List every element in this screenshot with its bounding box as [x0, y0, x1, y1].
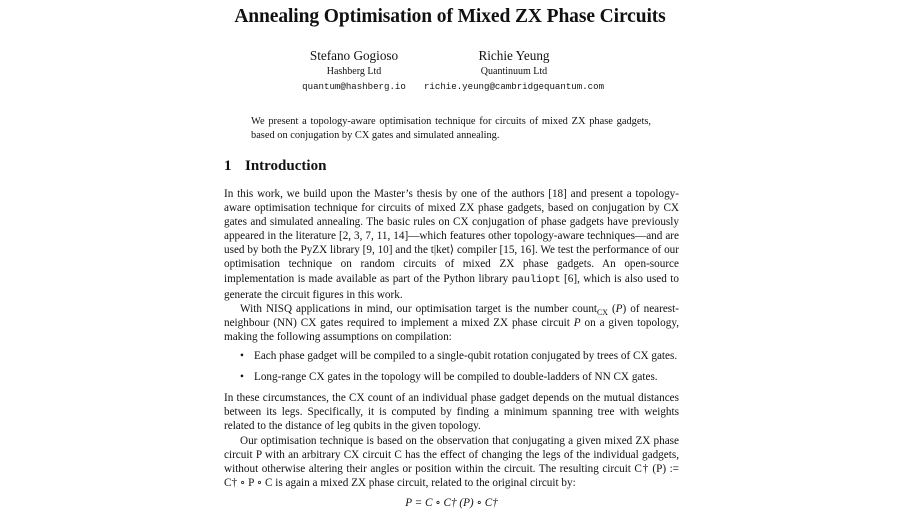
- paragraph-3: In these circumstances, the CX count of an individual phase gadget depends on the mutual distances between its legs. Specifically, it is computed by finding a minimum spanning tree with weights related to the distance of leg qubits in the given topology.: [224, 392, 679, 433]
- section-title: Introduction: [245, 158, 327, 174]
- assumption-list: [224, 349, 679, 384]
- author-affiliation: Quantinuum Ltd: [480, 66, 548, 77]
- section-heading: [224, 158, 326, 175]
- list-item: • Long-range CX gates in the topology will be compiled to double-ladders of NN CX gates.: [254, 370, 679, 384]
- library-name: pauliopt: [511, 274, 561, 286]
- list-item: • Each phase gadget will be compiled to a single-qubit rotation conjugated by trees of CX gates.: [254, 349, 679, 363]
- section-body: [224, 187, 679, 510]
- author-email: quantum@hashberg.io: [302, 81, 406, 92]
- paragraph-4: Our optimisation technique is based on the observation that conjugating a given mixed ZX phase circuit P with an arbitrary CX circuit C has the effect of changing the legs of the individual gadgets, without otherwise altering their angles or position within the circuit. The resulting circuit C† (P) := C† ∘ P ∘ C is again a mixed ZX phase circuit, related to the original circuit by:: [224, 434, 679, 489]
- paragraph-text: In this work, we build upon the Master’s thesis by one of the authors [18] and present a topology-aware optimisation technique for circuits of mixed ZX phase gadgets, based on conjugation by CX gates and simulated annealing. The basic rules on CX conjugation of phase gadgets have previously appeared in the literature [2, 3, 7, 11, 14]—which features other topology-aware techniques—and are used by both the PyZX library [9, 10] and the t|ket⟩ compiler [15, 16]. We test the performance of our optimisation technique on random circuits of mixed ZX phase gadgets. An open-source implementation is made available as part of the Python library: [224, 188, 679, 285]
- section-number: 1: [224, 158, 232, 174]
- paragraph-1: [224, 187, 679, 302]
- paragraph-2: [224, 302, 679, 344]
- equation: P = C ∘ C† (P) ∘ C†: [405, 496, 498, 509]
- abstract: We present a topology-aware optimisation technique for circuits of mixed ZX phase gadgets, based on conjugation by CX gates and simulated annealing.: [251, 116, 651, 141]
- math-var: P: [615, 302, 623, 315]
- paragraph-text: With NISQ applications in mind, our optimisation target is the number count: [240, 302, 598, 315]
- paper-title: Annealing Optimisation of Mixed ZX Phase Circuits: [234, 6, 666, 27]
- paragraph-text: ) of nearest-neighbour (NN) CX gates required to implement a mixed ZX phase circuit: [224, 302, 679, 329]
- author-name: Richie Yeung: [478, 48, 550, 63]
- author-email: richie.yeung@cambridgequantum.com: [423, 81, 605, 92]
- paragraph-text: on a given topology, making the following assumptions on compilation:: [224, 316, 680, 343]
- author-name: Stefano Gogioso: [309, 48, 399, 63]
- author-affiliation: Hashberg Ltd: [326, 66, 382, 77]
- paragraph-text: [6], which is also used to generate the circuit figures in this work.: [224, 272, 679, 301]
- paragraph-text: (: [607, 302, 616, 315]
- author-2: [384, 48, 644, 93]
- math-var: P: [573, 316, 581, 329]
- subscript: CX: [597, 307, 608, 317]
